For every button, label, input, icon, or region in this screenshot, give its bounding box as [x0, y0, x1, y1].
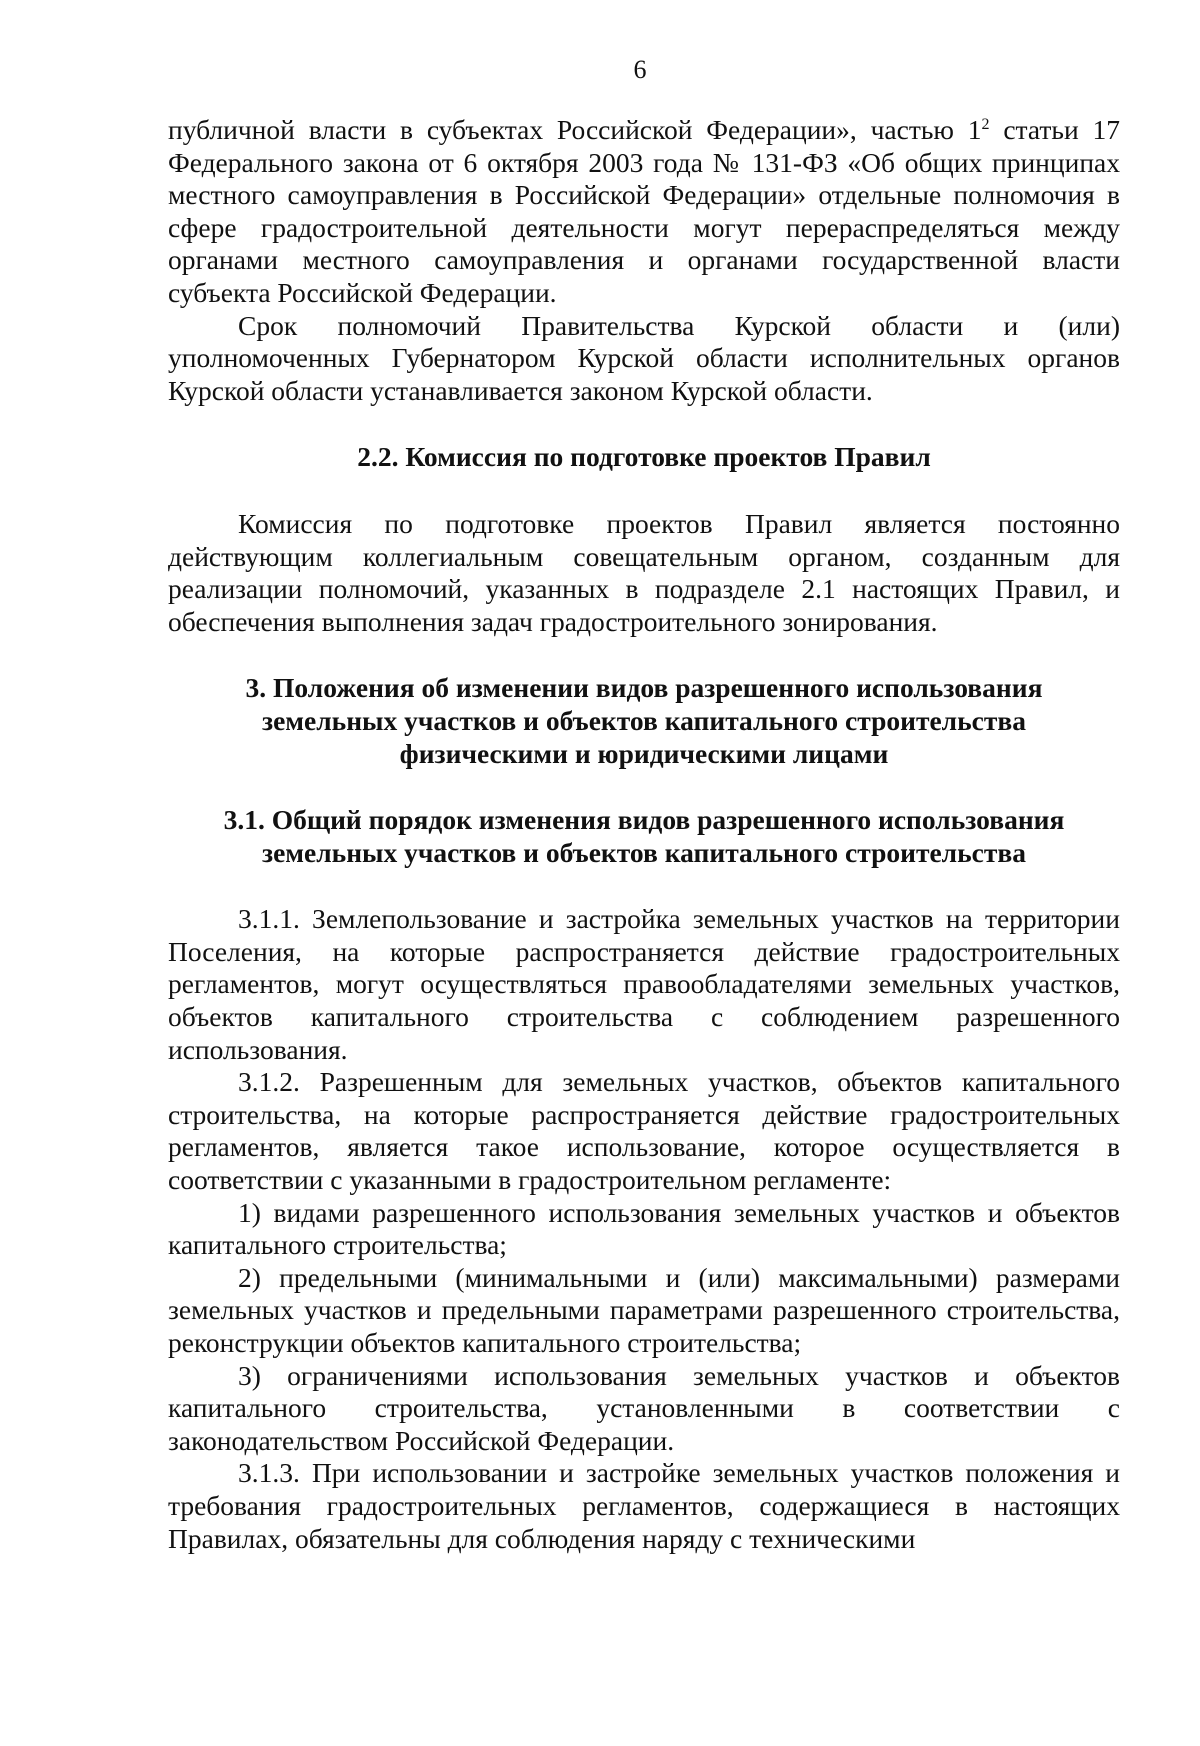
heading-section-3-1-line-2: земельных участков и объектов капитального строительства: [262, 836, 1026, 868]
page-content: [168, 114, 1120, 1555]
heading-section-3: [168, 672, 1120, 770]
paragraph-continuation-part-b: статьи 17 Федерального закона от 6 октября 2003 года № 131-ФЗ «Об общих принципах местного самоуправления в Российской Федерации» отдельные полномочия в сфере градостроительной деятельности могут перераспределяться между органами местного самоуправления и органами государственной власти субъекта Российской Федерации.: [168, 114, 1120, 308]
list-item-3: 3) ограничениями использования земельных участков и объектов капитального строительства, установленными в соответствии с законодательством Российской Федерации.: [168, 1359, 1120, 1456]
heading-section-3-1-line-1: 3.1. Общий порядок изменения видов разрешенного использования: [223, 804, 1065, 836]
heading-section-2-2: 2.2. Комиссия по подготовке проектов Правил: [357, 441, 931, 473]
heading-section-3-1: [168, 804, 1120, 869]
heading-section-3-line-3: физическими и юридическими лицами: [399, 737, 889, 769]
heading-section-3-line-1: 3. Положения об изменении видов разрешенного использования: [245, 672, 1043, 704]
list-item-2: 2) предельными (минимальными и (или) максимальными) размерами земельных участков и предельными параметрами разрешенного строительства, реконструкции объектов капитального строительства;: [168, 1261, 1120, 1358]
paragraph-3-1-3: 3.1.3. При использовании и застройке земельных участков положения и требования градостроительных регламентов, содержащиеся в настоящих Правилах, обязательны для соблюдения наряду с техническими: [168, 1457, 1120, 1554]
paragraph-continuation: [168, 114, 1120, 310]
list-item-1: 1) видами разрешенного использования земельных участков и объектов капитального строительства;: [168, 1196, 1120, 1261]
superscript-index: 2: [981, 115, 990, 133]
paragraph-continuation-part-a: публичной власти в субъектах Российской Федерации», частью 1: [168, 114, 982, 145]
paragraph-commission: Комиссия по подготовке проектов Правил является постоянно действующим коллегиальным совещательным органом, созданным для реализации полномочий, указанных в подразделе 2.1 настоящих Правил, и обеспечения выполнения задач градостроительного зонирования.: [168, 507, 1120, 637]
paragraph-3-1-1: 3.1.1. Землепользование и застройка земельных участков на территории Поселения, на которые распространяется действие градостроительных регламентов, могут осуществляться правообладателями земельных участков, объектов капитального строительства с соблюдением разрешенного использования.: [168, 903, 1120, 1065]
paragraph-term-of-powers: Срок полномочий Правительства Курской области и (или) уполномоченных Губернатором Курской области исполнительных органов Курской области устанавливается законом Курской области.: [168, 309, 1120, 406]
heading-section-3-line-2: земельных участков и объектов капитального строительства: [262, 704, 1026, 736]
page-number: 6: [633, 55, 647, 84]
paragraph-3-1-2: 3.1.2. Разрешенным для земельных участков, объектов капитального строительства, на которые распространяется действие градостроительных регламентов, является такое использование, которое осуществляется в соответствии с указанными в градостроительном регламенте:: [168, 1066, 1120, 1196]
